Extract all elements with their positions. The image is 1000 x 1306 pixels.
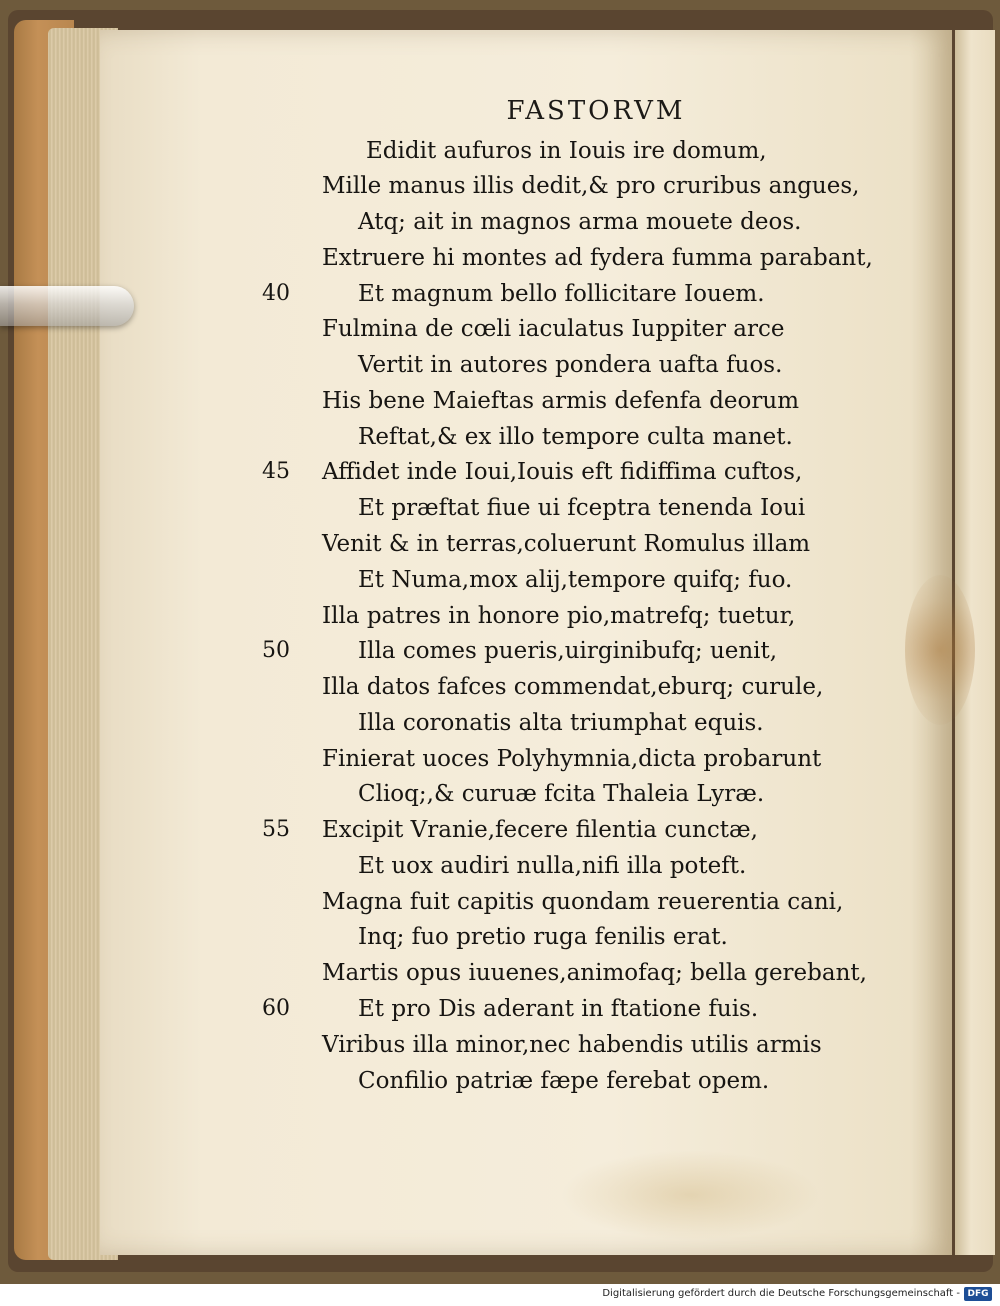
verse-line: Et præftat fiue ui fceptra tenenda Ioui (358, 495, 806, 521)
glass-rod (0, 286, 134, 326)
verse-line: Et magnum bello follicitare Iouem. (358, 281, 765, 307)
verse-line: Inq; fuo pretio ruga fenilis erat. (358, 924, 728, 950)
verse-line: Illa patres in honore pio,matrefq; tuetur, (322, 603, 796, 629)
verse-line: Reftat,& ex illo tempore culta manet. (358, 424, 793, 450)
water-stain (905, 575, 975, 725)
line-number: 40 (262, 281, 290, 306)
verse-line: His bene Maieftas armis defenfa deorum (322, 388, 800, 414)
footer-bar (0, 1284, 1000, 1306)
line-number: 55 (262, 817, 290, 842)
verse-line: Martis opus iuuenes,animofaq; bella gerebant, (322, 960, 867, 986)
verse-line: Clioq;,& curuæ fcita Thaleia Lyræ. (358, 781, 765, 807)
verse-line: Mille manus illis dedit,& pro cruribus angues, (322, 173, 860, 199)
verse-line: Fulmina de cœli iaculatus Iuppiter arce (322, 316, 785, 342)
verse-line: Extruere hi montes ad fydera fumma parabant, (322, 245, 873, 271)
verse-line: Vertit in autores pondera uafta fuos. (358, 352, 783, 378)
verse-line: Et pro Dis aderant in ftatione fuis. (358, 996, 759, 1022)
verse-line: Viribus illa minor,nec habendis utilis armis (322, 1032, 822, 1058)
verse-line: Excipit Vranie,fecere filentia cunctæ, (322, 817, 758, 843)
running-head: FASTORVM (506, 96, 686, 126)
line-number: 45 (262, 459, 290, 484)
verse-line: Illa datos fafces commendat,eburq; curule, (322, 674, 824, 700)
verse-line: Edidit aufuros in Iouis ire domum, (366, 138, 767, 164)
verse-line: Venit & in terras,coluerunt Romulus illam (322, 531, 811, 557)
verse-line: Atq; ait in magnos arma mouete deos. (358, 209, 802, 235)
line-number: 50 (262, 638, 290, 663)
verse-line: Confilio patriæ fæpe ferebat opem. (358, 1068, 770, 1094)
dfg-logo: DFG (964, 1287, 992, 1301)
verse-line: Affidet inde Ioui,Iouis eft fidiffima cuftos, (322, 459, 803, 485)
verse-line: Illa comes pueris,uirginibufq; uenit, (358, 638, 778, 664)
line-number: 60 (262, 996, 290, 1021)
footer-credit: Digitalisierung gefördert durch die Deutsche Forschungsgemeinschaft - (602, 1288, 960, 1299)
water-stain-bottom (560, 1150, 820, 1240)
verse-line: Magna fuit capitis quondam reuerentia cani, (322, 889, 844, 915)
verse-line: Et Numa,mox alij,tempore quifq; fuo. (358, 567, 793, 593)
verse-line: Finierat uoces Polyhymnia,dicta probarunt (322, 746, 822, 772)
verse-line: Et uox audiri nulla,nifi illa poteft. (358, 853, 747, 879)
verse-line: Illa coronatis alta triumphat equis. (358, 710, 764, 736)
